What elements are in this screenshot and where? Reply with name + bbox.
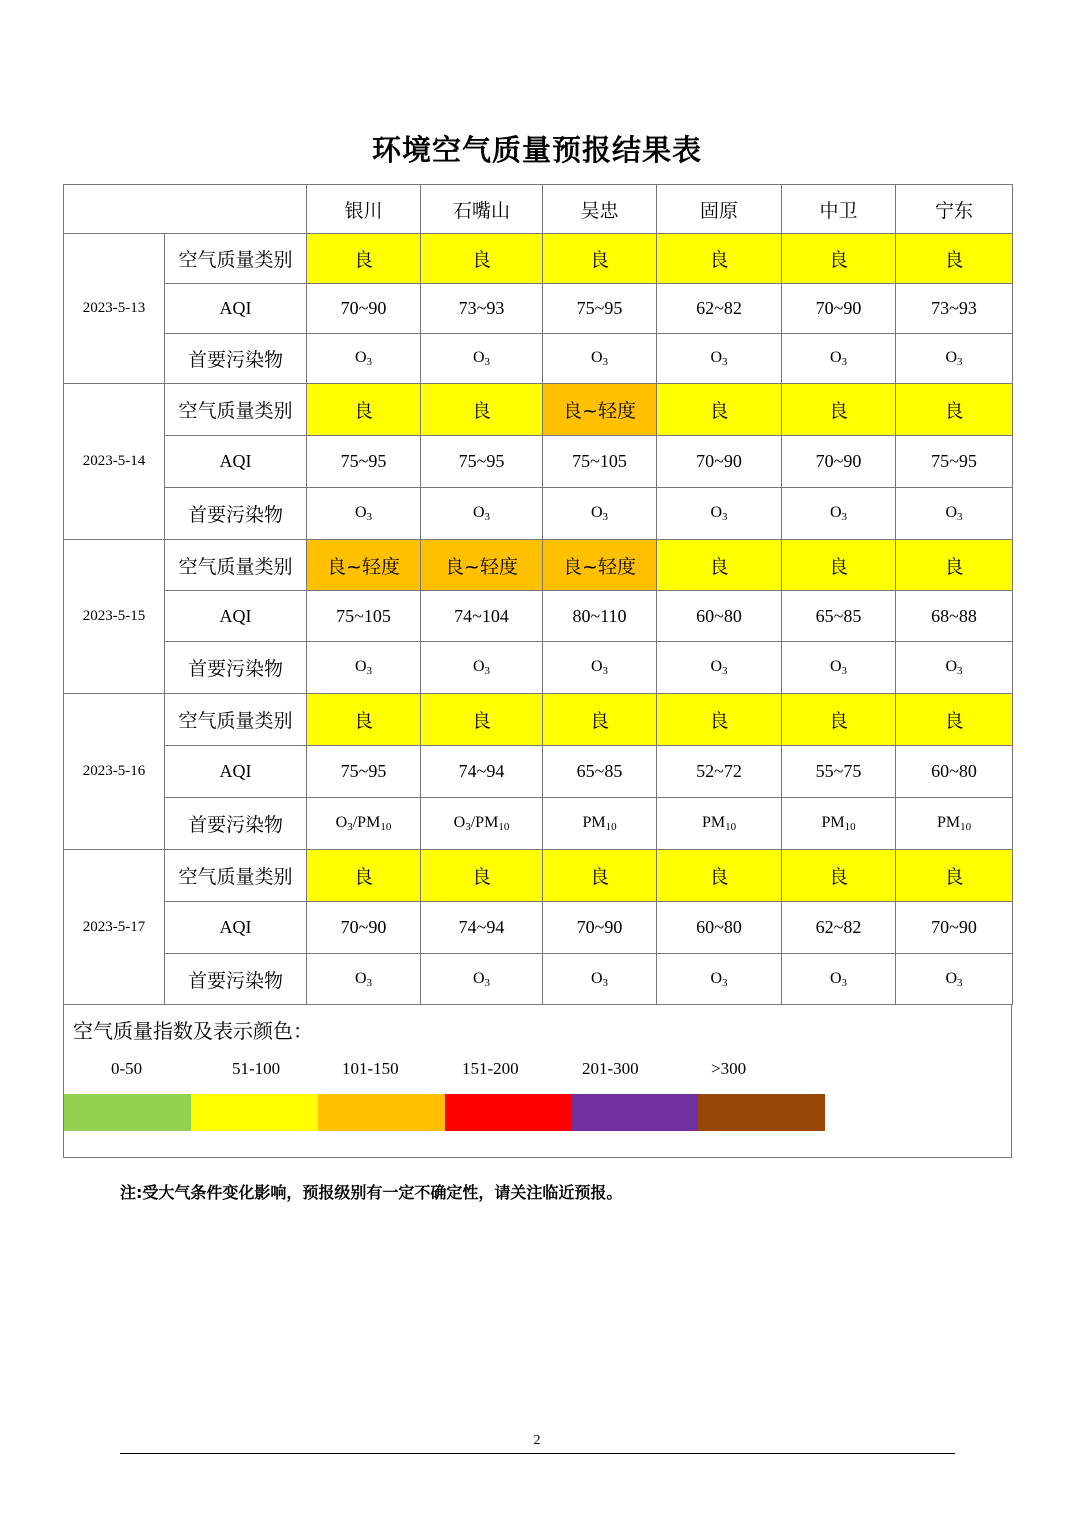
page-number: 2 [533, 1433, 541, 1448]
pollutant-cell: $O_3$ [657, 642, 782, 694]
aqi-cell: 62~82 [782, 902, 896, 954]
city-header: 石嘴山 [421, 185, 543, 234]
forecast-date: 2023-5-16 [64, 694, 165, 850]
legend-range-label: 151-200 [462, 1059, 519, 1078]
pollutant-cell: $O_3$ [657, 488, 782, 540]
row-label-aqi: AQI [165, 591, 307, 642]
pollutant-cell: $O_3$ [657, 334, 782, 384]
pollutant-row [64, 954, 1013, 1005]
header-row [64, 185, 1013, 234]
aqi-cell: 52~72 [657, 746, 782, 798]
pollutant-cell: $O_3$ [421, 642, 543, 694]
category-cell: 良 [421, 234, 543, 284]
row-label-category: 空气质量类别 [165, 540, 307, 591]
category-cell: 良 [782, 694, 896, 746]
row-label-aqi: AQI [165, 902, 307, 954]
header-corner [64, 185, 307, 234]
category-cell: 良 [657, 540, 782, 591]
category-cell: 良 [782, 850, 896, 902]
category-cell: 良 [543, 234, 657, 284]
pollutant-cell: $PM_{10}$ [543, 798, 657, 850]
row-label-pollutant: 首要污染物 [165, 334, 307, 384]
row-label-pollutant: 首要污染物 [165, 954, 307, 1005]
pollutant-cell: $O_3$ [782, 488, 896, 540]
category-cell: 良~轻度 [421, 540, 543, 591]
category-row [64, 234, 1013, 284]
aqi-cell: 70~90 [782, 436, 896, 488]
city-header: 中卫 [782, 185, 896, 234]
aqi-legend [63, 1005, 1012, 1158]
forecast-date: 2023-5-13 [64, 234, 165, 384]
aqi-row [64, 902, 1013, 954]
legend-swatch [191, 1094, 318, 1131]
legend-range-label: 201-300 [582, 1059, 639, 1078]
row-label-category: 空气质量类别 [165, 384, 307, 436]
aqi-row [64, 591, 1013, 642]
legend-range-label: 101-150 [342, 1059, 399, 1078]
row-label-pollutant: 首要污染物 [165, 798, 307, 850]
aqi-cell: 65~85 [782, 591, 896, 642]
aqi-cell: 73~93 [421, 284, 543, 334]
pollutant-row [64, 798, 1013, 850]
row-label-aqi: AQI [165, 746, 307, 798]
category-cell: 良 [307, 850, 421, 902]
aqi-cell: 74~104 [421, 591, 543, 642]
legend-range-label: 0-50 [111, 1059, 143, 1078]
category-cell: 良 [307, 384, 421, 436]
aqi-cell: 68~88 [896, 591, 1013, 642]
pollutant-cell: $O_3$ [307, 642, 421, 694]
city-header: 固原 [657, 185, 782, 234]
row-label-category: 空气质量类别 [165, 694, 307, 746]
category-cell: 良 [543, 850, 657, 902]
category-cell: 良 [421, 850, 543, 902]
aqi-cell: 70~90 [543, 902, 657, 954]
pollutant-cell: $O_3$ [896, 334, 1013, 384]
aqi-cell: 80~110 [543, 591, 657, 642]
row-label-category: 空气质量类别 [165, 234, 307, 284]
pollutant-cell: $O_3$ [782, 334, 896, 384]
aqi-cell: 70~90 [896, 902, 1013, 954]
aqi-cell: 60~80 [896, 746, 1013, 798]
category-cell: 良 [421, 694, 543, 746]
aqi-cell: 65~85 [543, 746, 657, 798]
legend-range-label: >300 [711, 1059, 747, 1078]
category-cell: 良 [307, 234, 421, 284]
forecast-date: 2023-5-17 [64, 850, 165, 1005]
category-cell: 良 [421, 384, 543, 436]
aqi-cell: 73~93 [896, 284, 1013, 334]
category-cell: 良~轻度 [543, 540, 657, 591]
aqi-cell: 55~75 [782, 746, 896, 798]
category-cell: 良 [782, 384, 896, 436]
pollutant-cell: $O_3$ [896, 488, 1013, 540]
pollutant-cell: $O_3$ [307, 954, 421, 1005]
aqi-cell: 60~80 [657, 591, 782, 642]
pollutant-cell: $O_3/PM_{10}$ [307, 798, 421, 850]
pollutant-cell: $O_3$ [782, 642, 896, 694]
pollutant-row [64, 334, 1013, 384]
pollutant-cell: $PM_{10}$ [657, 798, 782, 850]
aqi-cell: 62~82 [657, 284, 782, 334]
pollutant-cell: $O_3/PM_{10}$ [421, 798, 543, 850]
legend-swatch [318, 1094, 445, 1131]
pollutant-cell: $O_3$ [896, 642, 1013, 694]
aqi-cell: 75~95 [421, 436, 543, 488]
pollutant-cell: $O_3$ [307, 334, 421, 384]
aqi-cell: 70~90 [307, 284, 421, 334]
category-cell: 良 [896, 234, 1013, 284]
city-header: 宁东 [896, 185, 1013, 234]
pollutant-cell: $O_3$ [307, 488, 421, 540]
row-label-pollutant: 首要污染物 [165, 488, 307, 540]
pollutant-cell: $O_3$ [543, 954, 657, 1005]
category-cell: 良 [782, 540, 896, 591]
category-cell: 良 [657, 384, 782, 436]
pollutant-cell: $O_3$ [896, 954, 1013, 1005]
aqi-cell: 74~94 [421, 902, 543, 954]
row-label-aqi: AQI [165, 436, 307, 488]
row-label-category: 空气质量类别 [165, 850, 307, 902]
pollutant-cell: $O_3$ [782, 954, 896, 1005]
row-label-aqi: AQI [165, 284, 307, 334]
footnote: 注:受大气条件变化影响，预报级别有一定不确定性，请关注临近预报。 [120, 1183, 623, 1202]
category-cell: 良 [896, 694, 1013, 746]
category-cell: 良~轻度 [307, 540, 421, 591]
category-cell: 良 [543, 694, 657, 746]
pollutant-row [64, 488, 1013, 540]
pollutant-cell: $O_3$ [657, 954, 782, 1005]
aqi-cell: 75~95 [307, 436, 421, 488]
legend-swatch [64, 1094, 191, 1131]
aqi-cell: 75~105 [543, 436, 657, 488]
category-cell: 良 [657, 234, 782, 284]
forecast-date: 2023-5-15 [64, 540, 165, 694]
aqi-cell: 70~90 [307, 902, 421, 954]
legend-swatch [572, 1094, 699, 1131]
pollutant-cell: $O_3$ [543, 642, 657, 694]
aqi-cell: 70~90 [782, 284, 896, 334]
category-cell: 良 [657, 850, 782, 902]
footer-rule [120, 1453, 955, 1454]
city-header: 银川 [307, 185, 421, 234]
category-row [64, 540, 1013, 591]
category-cell: 良 [896, 850, 1013, 902]
legend-title: 空气质量指数及表示颜色： [73, 1019, 313, 1043]
legend-swatch [698, 1094, 825, 1131]
aqi-cell: 74~94 [421, 746, 543, 798]
aqi-cell: 60~80 [657, 902, 782, 954]
category-row [64, 850, 1013, 902]
pollutant-cell: $O_3$ [543, 488, 657, 540]
page-title: 环境空气质量预报结果表 [371, 133, 702, 167]
category-cell: 良 [896, 384, 1013, 436]
category-cell: 良 [307, 694, 421, 746]
aqi-cell: 75~95 [307, 746, 421, 798]
pollutant-row [64, 642, 1013, 694]
category-row [64, 694, 1013, 746]
aqi-cell: 70~90 [657, 436, 782, 488]
aqi-row [64, 436, 1013, 488]
aqi-cell: 75~95 [543, 284, 657, 334]
aqi-cell: 75~95 [896, 436, 1013, 488]
forecast-date: 2023-5-14 [64, 384, 165, 540]
category-cell: 良 [782, 234, 896, 284]
legend-swatch [445, 1094, 572, 1131]
pollutant-cell: $O_3$ [543, 334, 657, 384]
aqi-cell: 75~105 [307, 591, 421, 642]
aqi-row [64, 746, 1013, 798]
legend-range-label: 51-100 [232, 1059, 281, 1078]
forecast-table [63, 184, 1013, 1005]
pollutant-cell: $O_3$ [421, 334, 543, 384]
category-row [64, 384, 1013, 436]
city-header: 吴忠 [543, 185, 657, 234]
pollutant-cell: $O_3$ [421, 954, 543, 1005]
row-label-pollutant: 首要污染物 [165, 642, 307, 694]
pollutant-cell: $O_3$ [421, 488, 543, 540]
category-cell: 良 [657, 694, 782, 746]
pollutant-cell: $PM_{10}$ [896, 798, 1013, 850]
pollutant-cell: $PM_{10}$ [782, 798, 896, 850]
category-cell: 良 [896, 540, 1013, 591]
category-cell: 良~轻度 [543, 384, 657, 436]
aqi-row [64, 284, 1013, 334]
